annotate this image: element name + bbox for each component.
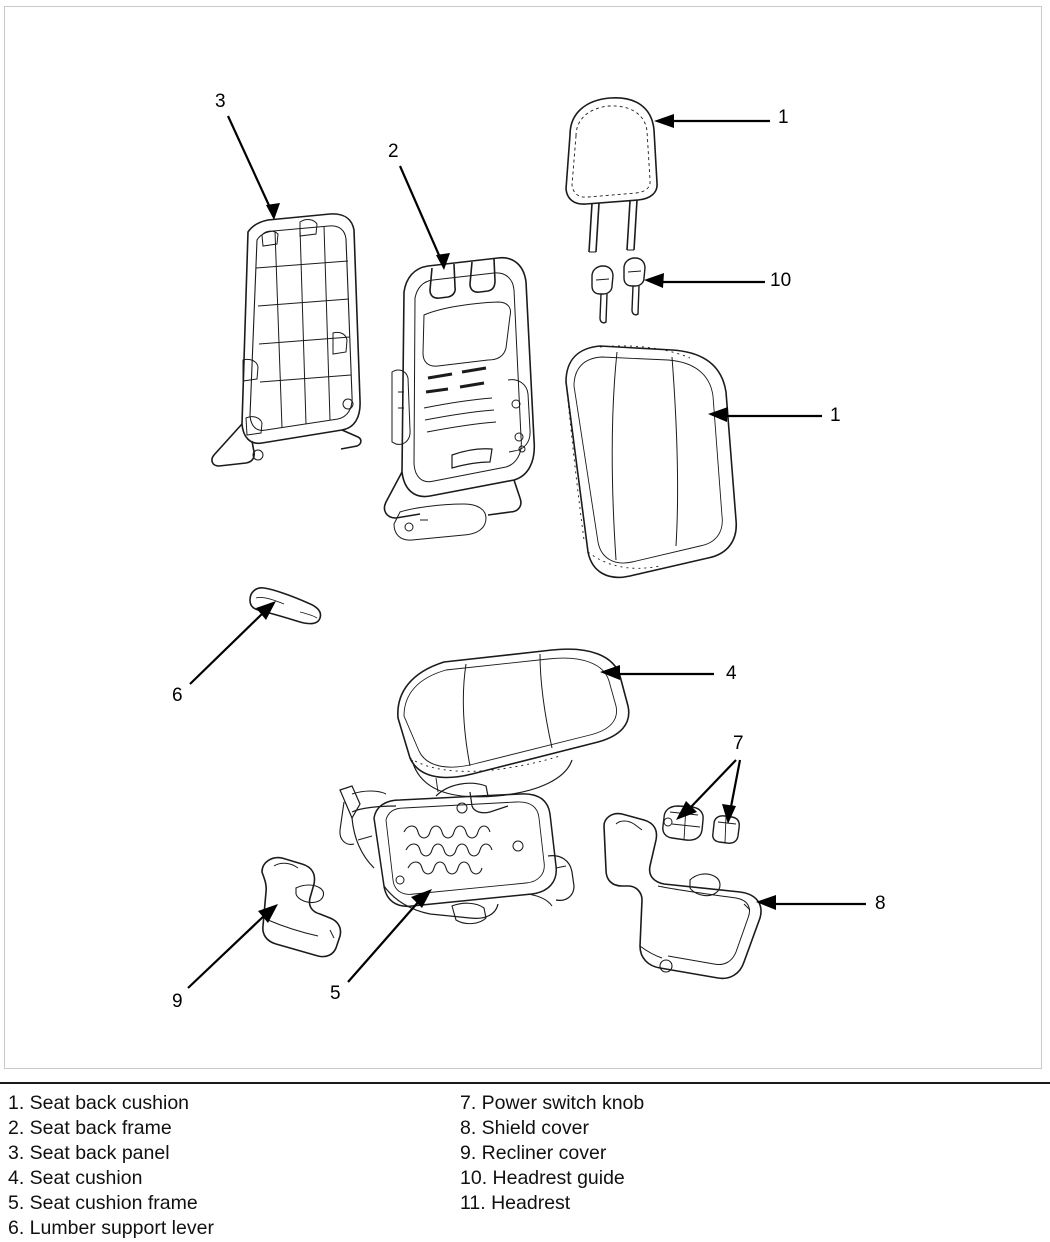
- part-headrest: [566, 98, 657, 252]
- part-seat-cushion: [398, 649, 629, 813]
- legend-item-7: 7. Power switch knob: [460, 1092, 645, 1114]
- callout-4: 4: [726, 663, 737, 684]
- part-seat-back-frame: [384, 258, 534, 540]
- part-seat-back-panel: [212, 214, 361, 466]
- callout-6: 6: [172, 685, 183, 706]
- legend-item-5: 5. Seat cushion frame: [8, 1192, 198, 1214]
- callout-8: 8: [875, 893, 886, 914]
- part-seat-cushion-frame: [340, 783, 574, 923]
- legend-item-3: 3. Seat back panel: [8, 1142, 170, 1164]
- part-headrest-guide: [592, 258, 645, 323]
- callout-7: 7: [733, 733, 744, 754]
- callout-10: 10: [770, 270, 792, 291]
- part-seat-back-cushion: [566, 346, 736, 577]
- part-lumber-support-lever: [250, 588, 321, 624]
- legend-left-column: [8, 1092, 448, 1242]
- legend-item-2: 2. Seat back frame: [8, 1117, 172, 1139]
- parts-legend: [0, 1082, 1050, 1242]
- legend-item-6: 6. Lumber support lever: [8, 1217, 214, 1239]
- legend-item-9: 9. Recliner cover: [460, 1142, 607, 1164]
- callout-5: 5: [330, 983, 341, 1004]
- callout-9: 9: [172, 991, 183, 1012]
- legend-divider: [0, 1082, 1050, 1084]
- callout-1-cushion: 1: [830, 405, 841, 426]
- callout-1-headrest: 1: [778, 107, 789, 128]
- callout-3: 3: [215, 91, 226, 112]
- legend-right-column: [460, 1092, 930, 1217]
- legend-item-11: 11. Headrest: [460, 1192, 571, 1214]
- leader-lines: [188, 114, 866, 988]
- legend-item-8: 8. Shield cover: [460, 1117, 589, 1139]
- legend-item-1: 1. Seat back cushion: [8, 1092, 190, 1114]
- legend-item-4: 4. Seat cushion: [8, 1167, 143, 1189]
- legend-item-10: 10. Headrest guide: [460, 1167, 625, 1189]
- callout-2: 2: [388, 141, 399, 162]
